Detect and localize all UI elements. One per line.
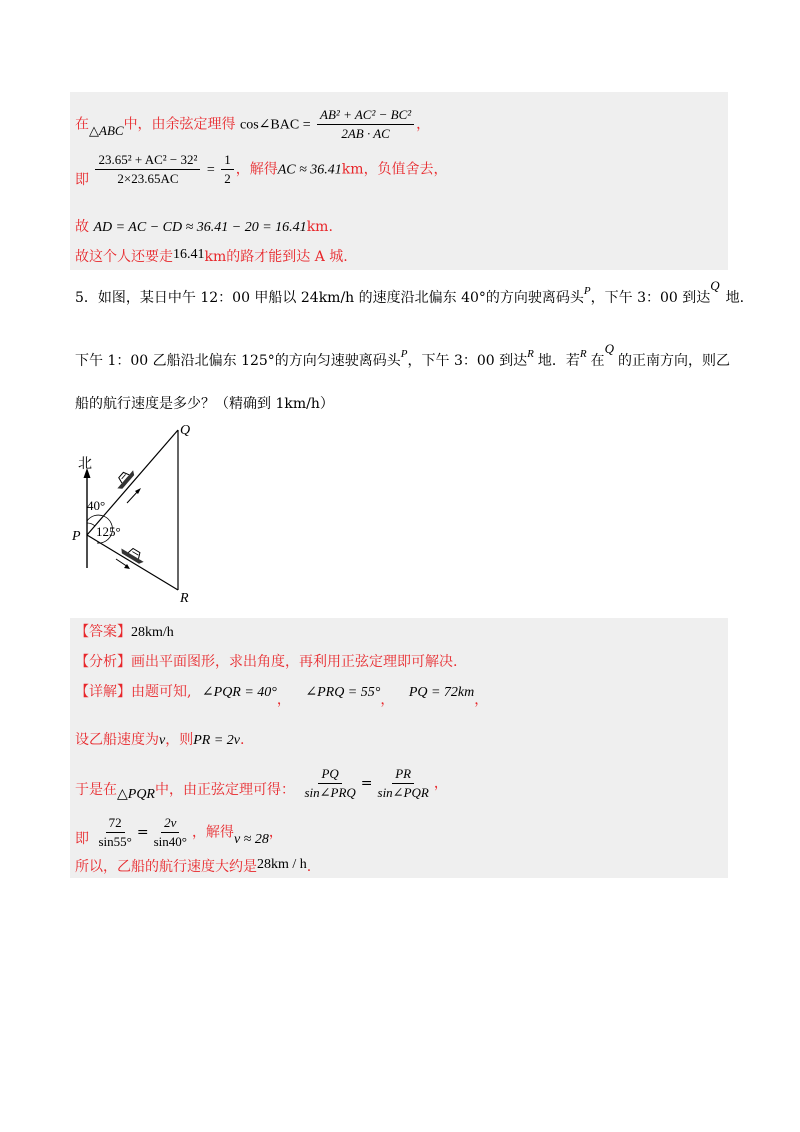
speed-line: 设乙船速度为v，则PR = 2v. xyxy=(75,732,245,748)
sine-law-line: 于是在△PQR中，由正弦定理可得： $\frac{PQ}{\text{sin∠PRQ}}$ = $\frac{PR}{\text{sin∠PQR}}$ ， xyxy=(75,766,448,802)
analysis-line xyxy=(75,652,457,672)
point-p-label: P xyxy=(72,529,81,544)
cos-expression: cos∠BAC = xyxy=(240,117,311,133)
navigation-figure xyxy=(70,418,200,608)
sine-fraction-right: $\frac{PR}{\text{sin∠PQR}}$ xyxy=(377,766,429,800)
pq-given: PQ = 72km xyxy=(408,685,475,700)
triangle-pqr: △PQR xyxy=(117,786,155,802)
ac-result: AC ≈ 36.41 xyxy=(277,162,342,178)
answer-line xyxy=(75,622,174,643)
ship-yi-icon xyxy=(119,543,146,565)
substitute-fraction: $\frac{\text{23.65² + AC² − 32²}}{2\times 23.65AC}$ xyxy=(95,152,200,187)
ad-expression: AD = AC − CD ≈ 36.41 − 20 = 16.41 xyxy=(93,220,307,235)
detail-line: 【详解】由题可知, ∠PQR = 40°， ∠PRQ = 55°， PQ = 72km， xyxy=(75,684,489,708)
ship-jia-icon xyxy=(113,466,136,491)
final-speed: 28km / h xyxy=(257,857,307,872)
solution-line-cosine-law: 在△ABC中，由余弦定理得 cos∠BAC = $\frac{\text{AB² + AC² − BC²}}{2AB \cdot AC}$ ， xyxy=(75,107,431,141)
pr-expression: PR = 2v xyxy=(193,733,240,748)
triangle-abc: △ABC xyxy=(89,122,124,138)
remaining-distance: 16.41 xyxy=(173,247,205,262)
substitution-line: 即 $\frac{72}{\sin 55^\circ}$ = $\frac{2v}{\sin 40^\circ}$ ，解得v ≈ 28， xyxy=(75,815,283,849)
answer-value: 28km/h xyxy=(131,625,174,640)
angle-40-label: 40° xyxy=(87,498,106,513)
v-result: v ≈ 28 xyxy=(233,831,269,847)
solution-line-conclusion: 故这个人还要走16.41km的路才能到达 A 城. xyxy=(75,247,348,265)
problem-line-1: 5．如图，某日中午 12：00 甲船以 24km/h 的速度沿北偏东 40°的方向驶离码头$^P$，下午 3：00 到达Q地. xyxy=(75,278,745,306)
analysis-text: 画出平面图形，求出角度，再利用正弦定理即可解决. xyxy=(131,654,458,670)
angle-prq-given: ∠PRQ = 55° xyxy=(305,685,381,700)
point-r-label: R xyxy=(180,591,189,606)
north-label: 北 xyxy=(78,457,92,472)
solution-line-ad: 故 AD = AC − CD ≈ 36.41 − 20 = 16.41km. xyxy=(75,219,333,235)
sine-fraction-left: $\frac{PQ}{\text{sin∠PRQ}}$ xyxy=(304,766,356,800)
angle-125-label: 125° xyxy=(96,524,121,539)
final-conclusion-line: 所以，乙船的航行速度大约是28km / h. xyxy=(75,857,312,875)
problem-line-3: 船的航行速度是多少？（精确到 1km/h） xyxy=(75,396,334,412)
problem-line-2: 下午 1：00 乙船沿北偏东 125°的方向匀速驶离码头$^P$，下午 3：00 到达$^R$ 地．若$^R$ 在Q的正南方向，则乙 xyxy=(75,341,731,369)
analysis-tag: 【分析】 xyxy=(75,654,131,670)
angle-pqr-given: ∠PQR = 40° xyxy=(201,685,277,700)
angle-arc-40 xyxy=(87,523,95,526)
point-q-label: Q xyxy=(180,423,191,438)
answer-tag: 【答案】 xyxy=(75,624,131,640)
value-fraction-left: $\frac{72}{\sin 55^\circ}$ xyxy=(98,815,132,849)
half-fraction: $\frac{1}{2}$ xyxy=(221,152,234,187)
side-pq xyxy=(87,430,178,535)
cosine-fraction: $\frac{\text{AB² + AC² − BC²}}{2AB \cdot AC}$ xyxy=(317,107,414,142)
value-fraction-right: $\frac{2v}{\sin 40^\circ}$ xyxy=(153,815,187,849)
detail-tag: 【详解】 xyxy=(75,684,131,700)
solution-line-substitute: 即 $\frac{\text{23.65² + AC² − 32²}}{2\times 23.65AC}$ = $\frac{1}{2}$ ，解得AC ≈ 36.41km，负值舍去， xyxy=(75,152,448,188)
